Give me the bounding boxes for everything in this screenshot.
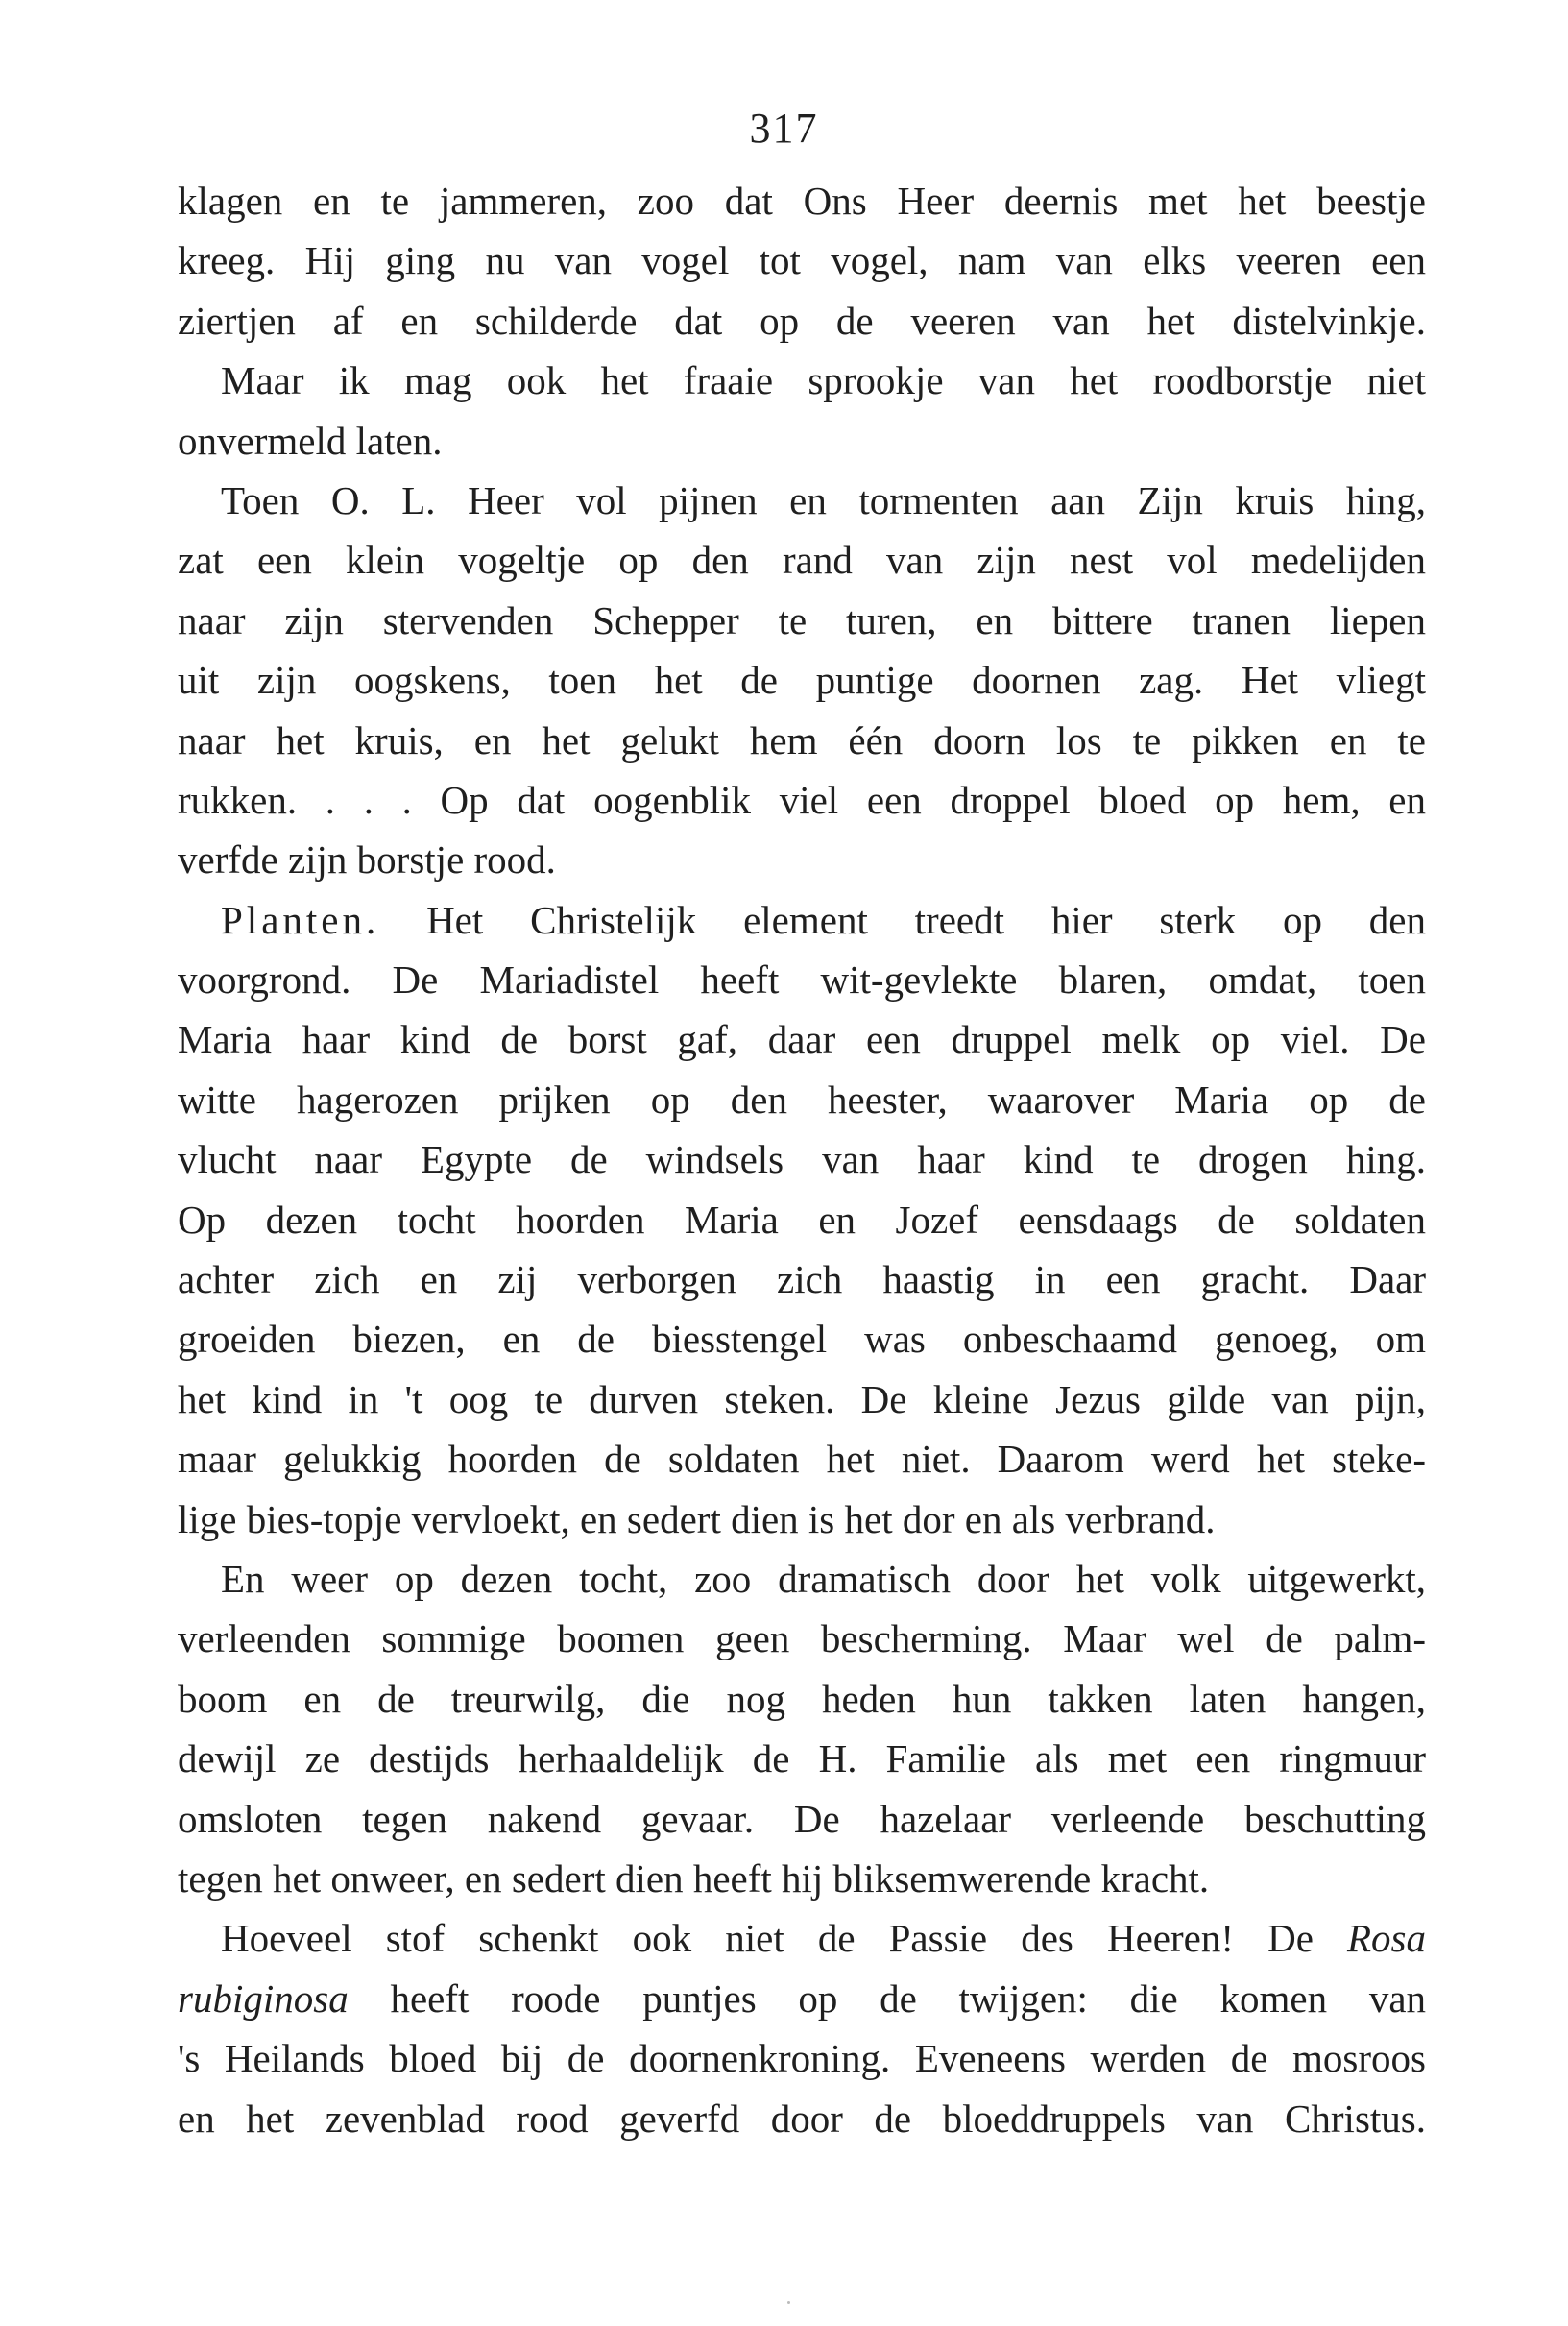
- text-line: verfde zijn borstje rood.: [178, 837, 556, 883]
- page-number: 317: [749, 105, 819, 152]
- text-line: klagen en te jammeren, zoo dat Ons Heer deernis met het beestje: [178, 179, 1426, 223]
- text-line: [178, 1969, 1426, 2028]
- text-line: vlucht naar Egypte de windsels van haar kind te drogen hing.: [178, 1137, 1426, 1182]
- text-line: Maar ik mag ook het fraaie sprookje van het roodborstje niet: [221, 358, 1426, 403]
- text-line: zat een klein vogeltje op den rand van zijn nest vol medelijden: [178, 538, 1426, 583]
- text-line: uit zijn oogskens, toen het de puntige doornen zag. Het vliegt: [178, 658, 1426, 703]
- text-line: groeiden biezen, en de biesstengel was onbeschaamd genoeg, om: [178, 1317, 1426, 1362]
- text-line: onvermeld laten.: [178, 418, 443, 463]
- italic-term-rosa: Rosa: [1347, 1916, 1427, 1961]
- paragraph-5: [178, 1549, 1426, 1908]
- paragraph-1: [178, 171, 1426, 351]
- paragraph-4: [178, 890, 1426, 1549]
- italic-term-rubiginosa: rubiginosa: [178, 1975, 349, 2021]
- text-line: ziertjen af en schilderde dat op de veeren van het distelvinkje.: [178, 298, 1426, 343]
- text-line: Toen O. L. Heer vol pijnen en tormenten aan Zijn kruis hing,: [221, 477, 1426, 522]
- text-line: [178, 890, 1426, 950]
- text-line: en het zevenblad rood geverfd door de bloeddruppels van Christus.: [178, 2096, 1426, 2141]
- text-line: dewijl ze destijds herhaaldelijk de H. Familie als met een ringmuur: [178, 1736, 1426, 1781]
- text-line: kreeg. Hij ging nu van vogel tot vogel, nam van elks veeren een: [178, 238, 1426, 283]
- text-line: maar gelukkig hoorden de soldaten het niet. Daarom werd het steke-: [178, 1437, 1426, 1482]
- text-line: Op dezen tocht hoorden Maria en Jozef eensdaags de soldaten: [178, 1197, 1426, 1242]
- text-line: naar zijn stervenden Schepper te turen, en bittere tranen liepen: [178, 597, 1426, 642]
- text-line: boom en de treurwilg, die nog heden hun takken laten hangen,: [178, 1676, 1426, 1721]
- text-line: omsloten tegen nakend gevaar. De hazelaar verleende beschutting: [178, 1796, 1426, 1841]
- text-line: 's Heilands bloed bij de doornenkroning. Eveneens werden de mosroos: [178, 2036, 1426, 2081]
- text-line: achter zich en zij verborgen zich haastig in een gracht. Daar: [178, 1257, 1426, 1302]
- text-line: het kind in 't oog te durven steken. De kleine Jezus gilde van pijn,: [178, 1376, 1426, 1421]
- text-line-start: Hoeveel stof schenkt ook niet de Passie des Heeren! De: [221, 1916, 1314, 1961]
- text-line: verleenden sommige boomen geen bescherming. Maar wel de palm-: [178, 1616, 1426, 1661]
- section-lead-planten: Planten.: [221, 897, 380, 942]
- text-line: En weer op dezen tocht, zoo dramatisch door het volk uitgewerkt,: [221, 1556, 1426, 1601]
- text-line: voorgrond. De Mariadistel heeft wit-gevlekte blaren, omdat, toen: [178, 957, 1426, 1003]
- text-line-rest: Het Christelijk element treedt hier sterk op den: [426, 897, 1426, 942]
- paragraph-2: [178, 351, 1426, 471]
- text-line: rukken. . . . Op dat oogenblik viel een droppel bloed op hem, en: [178, 777, 1426, 822]
- scan-speck: [787, 2301, 790, 2304]
- body-text: [178, 171, 1426, 2148]
- text-line: Maria haar kind de borst gaf, daar een druppel melk op viel. De: [178, 1017, 1426, 1062]
- text-line: lige bies-topje vervloekt, en sedert dien is het dor en als verbrand.: [178, 1496, 1216, 1541]
- paragraph-6: [178, 1908, 1426, 2148]
- text-line: tegen het onweer, en sedert dien heeft hij bliksemwerende kracht.: [178, 1855, 1210, 1901]
- paragraph-3: [178, 471, 1426, 890]
- text-line: [178, 1908, 1426, 1968]
- text-line: naar het kruis, en het gelukt hem één doorn los te pikken en te: [178, 717, 1426, 763]
- text-line-rest: heeft roode puntjes op de twijgen: die komen van: [390, 1975, 1427, 2021]
- text-line: witte hagerozen prijken op den heester, waarover Maria op de: [178, 1077, 1426, 1122]
